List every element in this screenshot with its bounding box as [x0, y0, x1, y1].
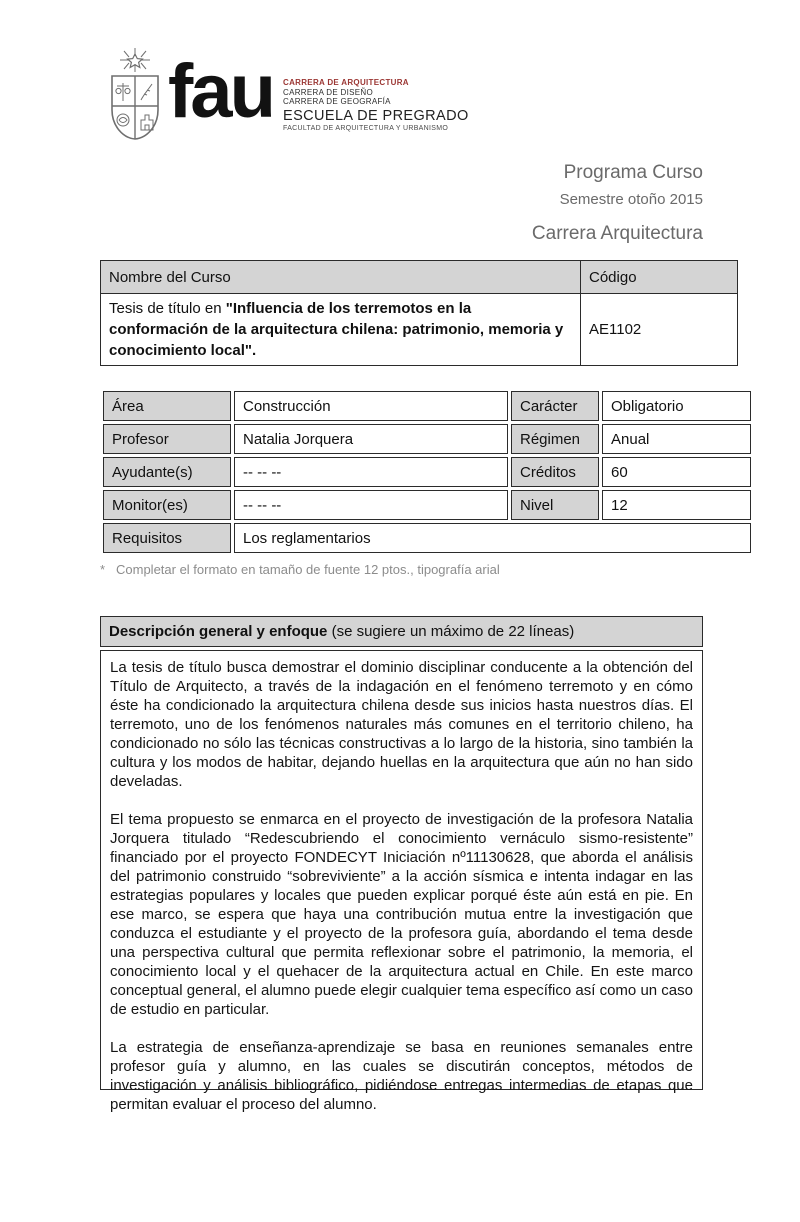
logo-line-facultad: FACULTAD DE ARQUITECTURA Y URBANISMO	[283, 124, 449, 132]
caracter-value: Obligatorio	[602, 391, 751, 421]
profesor-value: Natalia Jorquera	[234, 424, 508, 454]
course-code-cell: AE1102	[581, 294, 738, 366]
ayudante-value: -- -- --	[234, 457, 508, 487]
creditos-value: 60	[602, 457, 751, 487]
format-footnote	[100, 562, 500, 577]
course-name-prefix: Tesis de título en	[109, 300, 226, 317]
description-paragraph: El tema propuesto se enmarca en el proyecto de investigación de la profesora Natalia Jorquera titulado “Redescubriendo el conocimiento vernáculo sismo-resistente” financiado por el proyecto FONDECYT Iniciación nº11130628, que aborda el análisis del patrimonio construido “sobreviviente” a la acción sísmica e intenta indagar en las estrategias populares y locales que pueden explicar porqué éste aún está en pie. En ese marco, se espera que haya una contribución mutua entre la investigación que conduzca el estudiante y el proyecto de la profesora guía, abordando el tema desde una perspectiva cultural que permita reflexionar sobre el patrimonio, la memoria, el conocimiento local y el quehacer de la arquitectura actual en Chile. En este marco conceptual general, el alumno puede elegir cualquier tema específico así como un caso de estudio en particular.	[110, 811, 693, 1018]
logo-line-carrera-diseno: CARRERA DE DISEÑO	[283, 87, 374, 97]
table-row	[103, 424, 751, 454]
area-label: Área	[103, 391, 231, 421]
logo-line-carrera-arquitectura: CARRERA DE ARQUITECTURA	[283, 78, 409, 87]
regimen-label: Régimen	[511, 424, 599, 454]
course-name-header: Nombre del Curso	[101, 261, 581, 294]
ayudante-label: Ayudante(s)	[103, 457, 231, 487]
course-table	[100, 260, 738, 366]
creditos-label: Créditos	[511, 457, 599, 487]
career-label: Carrera Arquitectura	[531, 223, 703, 244]
table-row	[103, 490, 751, 520]
nivel-label: Nivel	[511, 490, 599, 520]
caracter-label: Carácter	[511, 391, 599, 421]
table-row	[103, 523, 751, 553]
footnote-asterisk: *	[100, 562, 106, 577]
monitor-label: Monitor(es)	[103, 490, 231, 520]
course-code-header: Código	[581, 261, 738, 294]
description-paragraph: La estrategia de enseñanza-aprendizaje se basa en reuniones semanales entre profesor guía y alumno, en las cuales se discutirán conceptos, métodos de investigación y análisis bibliográfico, pidiéndose entregas intermedias de etapas que permitan evaluar el proceso del alumno.	[110, 1039, 693, 1113]
fau-logo	[108, 46, 469, 142]
description-paragraph: La tesis de título busca demostrar el dominio disciplinar conducente a la obtención del Título de Arquitecto, a través de la indagación en el fenómeno terremoto y en cómo éste ha condicionado la arquitectura chilena desde sus inicios hasta nuestros días. El terremoto, uno de los fenómenos naturales más comunes en el territorio chileno, ha condicionado no sólo las técnicas constructivas a lo largo de la historia, sino también la cultura y los modos de habitar, dejando huellas en la arquitectura que aún no han sido develadas.	[110, 659, 693, 790]
description-header-title: Descripción general y enfoque	[109, 623, 328, 640]
semester-label: Semestre otoño 2015	[559, 191, 703, 208]
logo-text-lines	[283, 46, 469, 133]
requisitos-value: Los reglamentarios	[234, 523, 751, 553]
description-header-note: (se sugiere un máximo de 22 líneas)	[327, 623, 575, 640]
page-title: Programa Curso	[563, 162, 703, 183]
table-row	[103, 457, 751, 487]
course-details-table	[100, 388, 754, 556]
requisitos-label: Requisitos	[103, 523, 231, 553]
table-row	[103, 391, 751, 421]
footnote-text: Completar el formato en tamaño de fuente 12 ptos., tipografía arial	[116, 562, 500, 577]
regimen-value: Anual	[602, 424, 751, 454]
profesor-label: Profesor	[103, 424, 231, 454]
logo-line-escuela-pregrado: ESCUELA DE PREGRADO	[283, 107, 469, 124]
description-body	[100, 650, 703, 1113]
description-section-header	[100, 616, 703, 647]
fau-wordmark: fau	[168, 49, 273, 134]
course-table-header-row	[101, 261, 738, 294]
university-crest-icon	[108, 46, 162, 142]
nivel-value: 12	[602, 490, 751, 520]
monitor-value: -- -- --	[234, 490, 508, 520]
logo-line-carrera-geografia: CARRERA DE GEOGRAFÍA	[283, 97, 391, 106]
document-header	[532, 162, 703, 245]
course-name-title: "Influencia de los terremotos en la conformación de la arquitectura chilena: patrimonio, memoria y conocimiento local".	[109, 300, 564, 359]
area-value: Construcción	[234, 391, 508, 421]
course-name-cell	[101, 294, 581, 366]
course-table-value-row	[101, 294, 738, 366]
